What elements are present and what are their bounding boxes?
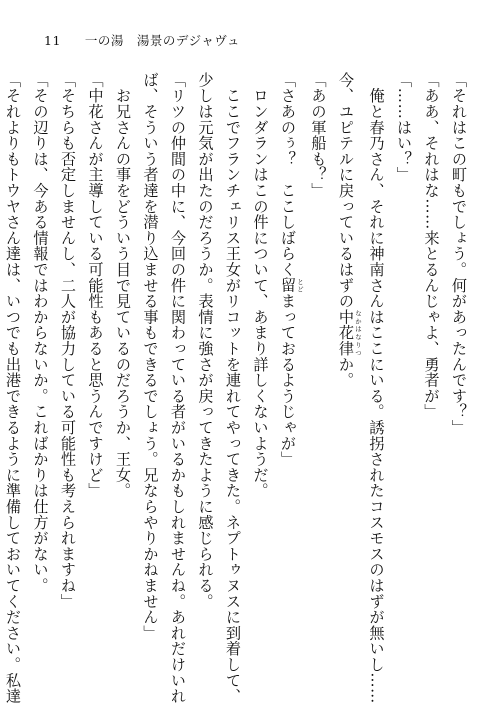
text-segment: 「あの軍船も？」: [309, 72, 328, 199]
text-line: [54, 72, 82, 682]
text-line: [164, 72, 192, 704]
text-segment: 「リツの仲間の中に、今回の件に関わっている者がいるかもしれませんね。あれだけいれ: [169, 72, 187, 704]
text-segment: 俺と春乃さん、それに神南さんはここにいる。誘拐されたコスモスのはずが無いし……: [367, 72, 386, 704]
text-line: [274, 72, 305, 682]
text-segment: ば、そういう者達を潜り込ませる事もできるでしょう。兄ならやりかねません」: [141, 72, 160, 641]
text-segment: か。: [337, 356, 355, 389]
text-segment: 「それよりもトウヤさん達は、いつでも出港できるように準備しておいてください。私達: [4, 72, 22, 704]
text-line: [81, 72, 109, 682]
text-line: [246, 72, 274, 682]
text-line: [219, 72, 247, 704]
text-segment: ロンダランはこの件について、あまり詳しくないようだ。: [251, 72, 270, 499]
ruby-base: 留: [279, 277, 297, 294]
page-number: 11: [44, 32, 61, 48]
text-segment: 少しは元気が出たのだろうか。表情に強さが戻ってきたように感じられる。: [196, 72, 215, 610]
text-segment: 「それはこの町もでしょう。何があったんです？」: [450, 72, 468, 436]
text-line: [445, 72, 473, 682]
text-line: [191, 72, 219, 682]
running-head: [44, 30, 240, 50]
text-line: [26, 72, 54, 682]
text-line: [332, 72, 363, 682]
ruby-annotation: [337, 309, 362, 357]
text-segment: 「さあのぅ？ ここしばらく: [279, 72, 297, 278]
ruby-base: 中花律: [337, 309, 355, 357]
text-segment: お兄さんの事をどういう目で見ているのだろうか、王女。: [114, 72, 132, 499]
text-segment: 「ああ、それはな……来とるんじゃよ、勇者が」: [422, 72, 441, 420]
text-segment: 今、ユピテルに戻っているはずの: [337, 72, 355, 309]
text-segment: ここでフランチェリス王女がリコットを連れてやってきた。ネプトゥヌスに到着して、: [224, 72, 242, 704]
text-line: [136, 72, 164, 682]
text-segment: 「そちらも否定しませんし、二人が協力している可能性も考えられますね」: [59, 72, 77, 610]
text-line: [417, 72, 445, 682]
text-line: [390, 72, 418, 682]
ruby-reading: なかはなりつ: [354, 309, 362, 357]
chapter-title: 一の湯 湯景のデジャヴュ: [84, 33, 240, 48]
text-line: [304, 72, 332, 682]
ruby-annotation: [279, 277, 304, 294]
text-line: [109, 72, 137, 682]
text-segment: 「その辺りは、今ある情報ではわからないか。こればかりは仕方がない。: [31, 72, 50, 594]
body-text: [4, 72, 472, 704]
text-line: [0, 72, 26, 704]
text-line: [362, 72, 390, 704]
text-segment: まっておるようじゃが」: [279, 293, 297, 468]
text-segment: 「中花さんが主導している可能性もあると思うんですけど」: [86, 72, 105, 499]
text-segment: 「……はい？」: [395, 72, 413, 183]
ruby-reading: とど: [296, 277, 304, 294]
